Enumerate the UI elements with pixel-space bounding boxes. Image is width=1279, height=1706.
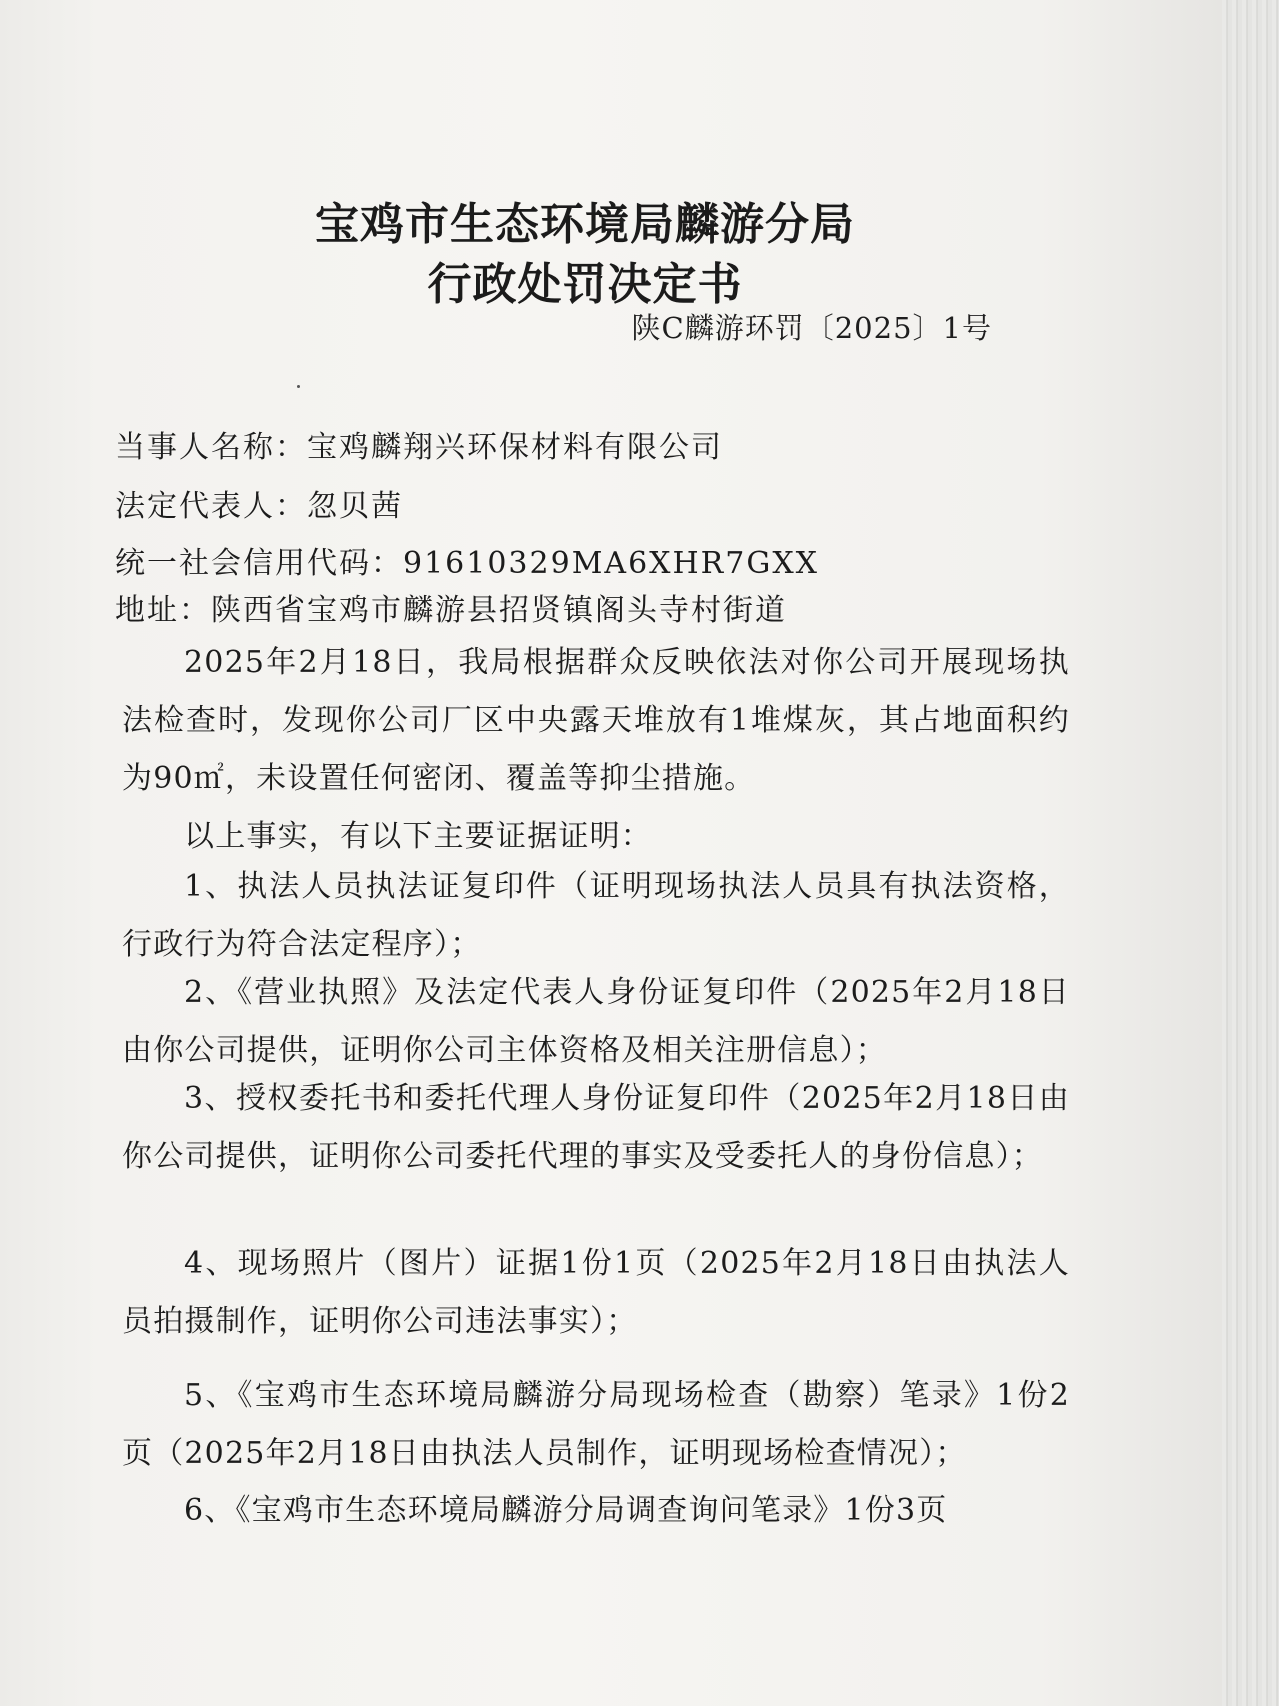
document-title-type: 行政处罚决定书 [427, 259, 743, 310]
facts-paragraph: 2025年2月18日，我局根据群众反映依法对你公司开展现场执法检查时，发现你公司厂区中央露天堆放有1堆煤灰，其占地面积约为90㎡，未设置任何密闭、覆盖等抑尘措施。 [122, 645, 1070, 796]
document-number: 陕C麟游环罚〔2025〕1号 [631, 311, 992, 345]
credit-code: 统一社会信用代码：91610329MA6XHR7GXX [115, 546, 820, 581]
evidence-item-4: 4、现场照片（图片）证据1份1页（2025年2月18日由执法人员拍摄制作，证明你公司违法事实）； [122, 1246, 1070, 1339]
document-title-agency: 宝鸡市生态环境局麟游分局 [315, 199, 855, 250]
evidence-item-5: 5、《宝鸡市生态环境局麟游分局现场检查（勘察）笔录》1份2页（2025年2月18日由执法人员制作，证明现场检查情况）； [122, 1378, 1070, 1471]
page-speck [297, 385, 300, 388]
evidence-item-6: 6、《宝鸡市生态环境局麟游分局调查询问笔录》1份3页 [184, 1493, 948, 1528]
evidence-item-3: 3、授权委托书和委托代理人身份证复印件（2025年2月18日由你公司提供，证明你公司委托代理的事实及受委托人的身份信息）； [122, 1081, 1070, 1174]
party-address: 地址：陕西省宝鸡市麟游县招贤镇阁头寺村街道 [115, 593, 787, 628]
evidence-item-2: 2、《营业执照》及法定代表人身份证复印件（2025年2月18日由你公司提供，证明你公司主体资格及相关注册信息）； [122, 975, 1070, 1068]
party-name: 当事人名称：宝鸡麟翔兴环保材料有限公司 [115, 430, 723, 465]
evidence-intro: 以上事实，有以下主要证据证明： [184, 819, 652, 854]
paper-stack-edge [1222, 0, 1279, 1706]
legal-representative: 法定代表人：忽贝茜 [115, 489, 403, 524]
evidence-item-1: 1、执法人员执法证复印件（证明现场执法人员具有执法资格，行政行为符合法定程序）； [122, 869, 1070, 962]
